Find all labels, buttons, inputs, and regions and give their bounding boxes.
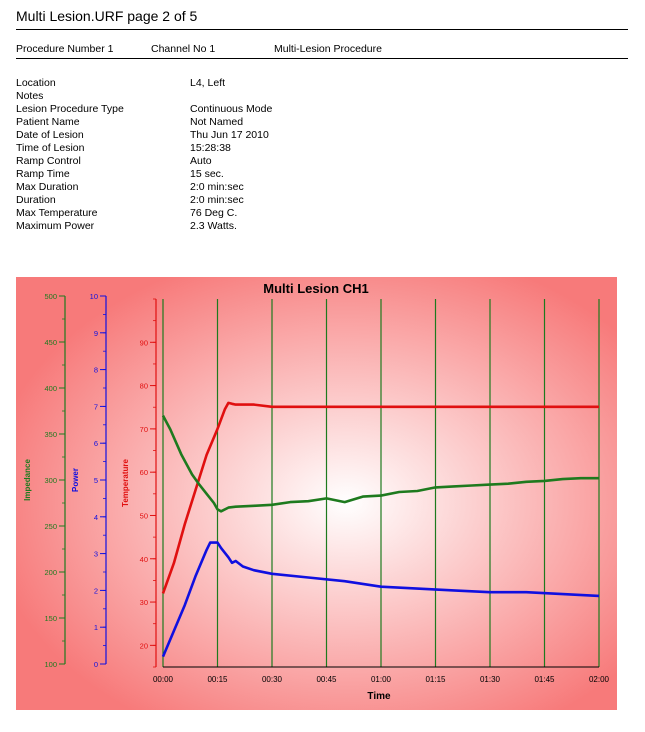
procedure-type: Multi-Lesion Procedure: [274, 43, 382, 55]
y-tick-label: 60: [139, 468, 148, 478]
y-tick-label: 80: [139, 381, 148, 391]
y-tick-label: 450: [44, 338, 57, 347]
field-value: Auto: [190, 155, 212, 167]
y-tick-label: 100: [44, 660, 57, 669]
field-label: Ramp Control: [16, 155, 81, 167]
field-value: 2:0 min:sec: [190, 194, 244, 206]
field-label: Maximum Power: [16, 220, 95, 232]
field-value: 2:0 min:sec: [190, 181, 244, 193]
y-tick-label: 40: [139, 554, 148, 564]
field-label: Patient Name: [16, 116, 80, 128]
x-tick-label: 00:00: [152, 675, 174, 684]
chart-title: Multi Lesion CH1: [263, 281, 369, 296]
y-tick-label: 400: [44, 384, 57, 393]
y-tick-label: 7: [93, 402, 98, 412]
field-value: 2.3 Watts.: [190, 220, 237, 232]
procedure-number: Procedure Number 1: [16, 43, 114, 55]
y-tick-label: 3: [93, 549, 98, 559]
y-tick-label: 200: [44, 568, 57, 577]
y-tick-label: 500: [44, 292, 57, 301]
field-label: Max Duration: [16, 181, 79, 193]
field-value: Thu Jun 17 2010: [190, 129, 269, 141]
field-value: 15:28:38: [190, 142, 231, 154]
x-tick-label: 02:00: [588, 675, 610, 684]
y-tick-label: 70: [139, 424, 148, 434]
y-tick-label: 300: [44, 476, 57, 485]
y-tick-label: 8: [93, 365, 98, 375]
field-label: Ramp Time: [16, 168, 70, 180]
field-label: Location: [16, 77, 56, 89]
y-tick-label: 50: [139, 511, 148, 521]
x-tick-label: 00:15: [207, 675, 228, 684]
y-tick-label: 9: [93, 328, 98, 338]
x-tick-label: 01:45: [534, 675, 555, 684]
y-axis-label: Impedance: [23, 459, 32, 501]
field-value: Continuous Mode: [190, 103, 273, 115]
field-value: L4, Left: [190, 77, 226, 89]
y-axis-label: Temperature: [121, 459, 130, 507]
y-tick-label: 0: [93, 660, 98, 669]
x-tick-label: 00:30: [261, 675, 283, 684]
y-tick-label: 20: [139, 641, 148, 651]
y-tick-label: 2: [93, 586, 98, 596]
x-tick-label: 01:15: [425, 675, 446, 684]
field-label: Time of Lesion: [16, 142, 85, 154]
y-tick-label: 6: [93, 439, 98, 449]
x-tick-label: 01:00: [370, 675, 392, 684]
y-tick-label: 5: [93, 476, 98, 485]
field-label: Notes: [16, 90, 44, 102]
x-axis-label: Time: [367, 691, 391, 702]
channel-number: Channel No 1: [151, 43, 216, 55]
y-tick-label: 90: [139, 338, 148, 348]
field-label: Lesion Procedure Type: [16, 103, 124, 115]
report-title: Multi Lesion.URF page 2 of 5: [16, 8, 198, 24]
field-value: 76 Deg C.: [190, 207, 238, 219]
y-tick-label: 30: [139, 598, 148, 608]
y-tick-label: 10: [89, 292, 98, 301]
title-rule: [16, 29, 628, 30]
field-label: Max Temperature: [16, 207, 98, 219]
y-tick-label: 350: [44, 430, 57, 439]
field-label: Date of Lesion: [16, 129, 84, 141]
y-tick-label: 150: [44, 614, 57, 623]
y-tick-label: 1: [93, 623, 98, 633]
y-tick-label: 4: [93, 512, 98, 522]
y-tick-label: 250: [44, 522, 57, 531]
x-tick-label: 01:30: [479, 675, 501, 684]
x-tick-label: 00:45: [316, 675, 337, 684]
procedure-rule: [16, 58, 628, 59]
field-value: Not Named: [190, 116, 244, 128]
field-label: Duration: [16, 194, 56, 206]
field-value: 15 sec.: [190, 168, 224, 180]
y-axis-label: Power: [71, 467, 80, 493]
multi-lesion-chart: [16, 277, 617, 710]
chart-panel: [16, 277, 617, 710]
